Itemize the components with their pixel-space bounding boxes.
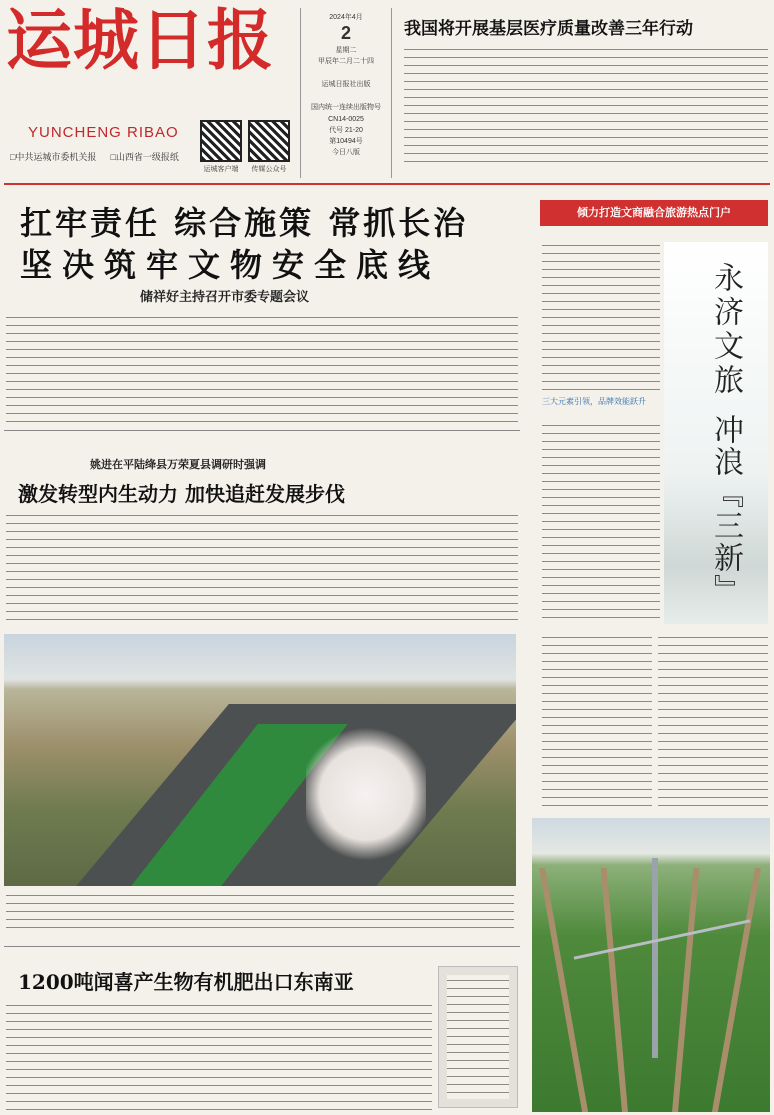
qr-caption-2: 传媒公众号 bbox=[251, 166, 287, 173]
top-article-body bbox=[404, 44, 768, 168]
qr-code-2[interactable] bbox=[248, 120, 290, 174]
masthead-pinyin: YUNCHENG RIBAO bbox=[28, 124, 179, 141]
section2-body bbox=[6, 510, 518, 626]
main-headline-line2[interactable]: 坚决筑牢文物安全底线 bbox=[20, 246, 441, 284]
main-headline-line1[interactable]: 扛牢责任 综合施策 常抓长治 bbox=[20, 204, 469, 242]
masthead-title: 运城日报 bbox=[6, 1, 274, 79]
qr-icon bbox=[248, 120, 290, 162]
section2-kicker: 姚进在平陆绛县万荣夏县调研时强调 bbox=[90, 458, 266, 471]
postal-code: 代号 21-20 bbox=[329, 126, 363, 134]
affiliation-2: □山西省一级报纸 bbox=[110, 152, 179, 162]
section3-headline[interactable]: 1200吨闻喜产生物有机肥出口东南亚 bbox=[18, 970, 354, 994]
sidebar-note-body bbox=[447, 975, 509, 1099]
right-column-body-3 bbox=[658, 632, 768, 812]
masthead-affiliations bbox=[10, 150, 179, 163]
cn-number: 国内统一连续出版物号 CN14-0025 bbox=[311, 104, 381, 123]
right-column-banner[interactable]: 倾力打造文商融合旅游热点门户 bbox=[540, 200, 768, 226]
right-column-body-1 bbox=[542, 420, 660, 625]
photo1-caption bbox=[6, 890, 514, 934]
furrow-shape bbox=[601, 868, 630, 1112]
qr-caption-1: 运城客户端 bbox=[203, 166, 239, 173]
right-column-intro bbox=[542, 240, 660, 390]
feature-title-2[interactable]: 冲浪『三新』 bbox=[708, 414, 743, 606]
masthead-divider bbox=[4, 183, 770, 185]
irrigation-field-photo bbox=[532, 818, 770, 1112]
section-divider bbox=[4, 946, 520, 947]
qr-code-1[interactable] bbox=[200, 120, 242, 174]
irrigation-pivot-shape bbox=[652, 858, 658, 1058]
main-subhead: 储祥好主持召开市委专题会议 bbox=[140, 290, 310, 305]
furrow-shape bbox=[671, 868, 700, 1112]
furrow-shape bbox=[709, 868, 761, 1112]
sidebar-note-box bbox=[438, 966, 518, 1108]
publisher: 运城日报社出版 bbox=[321, 81, 371, 89]
section3-body bbox=[6, 1000, 432, 1110]
date-day: 2 bbox=[340, 23, 351, 44]
top-headline[interactable]: 我国将开展基层医疗质量改善三年行动 bbox=[404, 19, 693, 39]
section-divider bbox=[4, 430, 520, 431]
main-article-body bbox=[6, 312, 518, 422]
date-block bbox=[300, 8, 392, 178]
orchard-road-photo bbox=[4, 634, 516, 886]
date-lunar: 甲辰年二月二十四 bbox=[318, 57, 374, 65]
blossom-tree-shape bbox=[306, 724, 426, 864]
qr-icon bbox=[200, 120, 242, 162]
furrow-shape bbox=[539, 868, 591, 1112]
irrigation-arm-shape bbox=[574, 919, 751, 959]
date-month: 2024年4月 bbox=[329, 14, 363, 21]
date-weekday: 星期二 bbox=[335, 46, 357, 54]
right-column-body-2 bbox=[542, 632, 652, 812]
right-column-subheading: 三大元素引领，品牌效能跃升 bbox=[542, 397, 646, 406]
affiliation-1: □中共运城市委机关报 bbox=[10, 152, 97, 162]
feature-title-1[interactable]: 永济文旅 bbox=[708, 262, 743, 398]
section2-headline[interactable]: 激发转型内生动力 加快追赶发展步伐 bbox=[18, 482, 345, 506]
page-count: 今日八版 bbox=[332, 149, 360, 157]
issue-number: 第10494号 bbox=[329, 137, 363, 145]
